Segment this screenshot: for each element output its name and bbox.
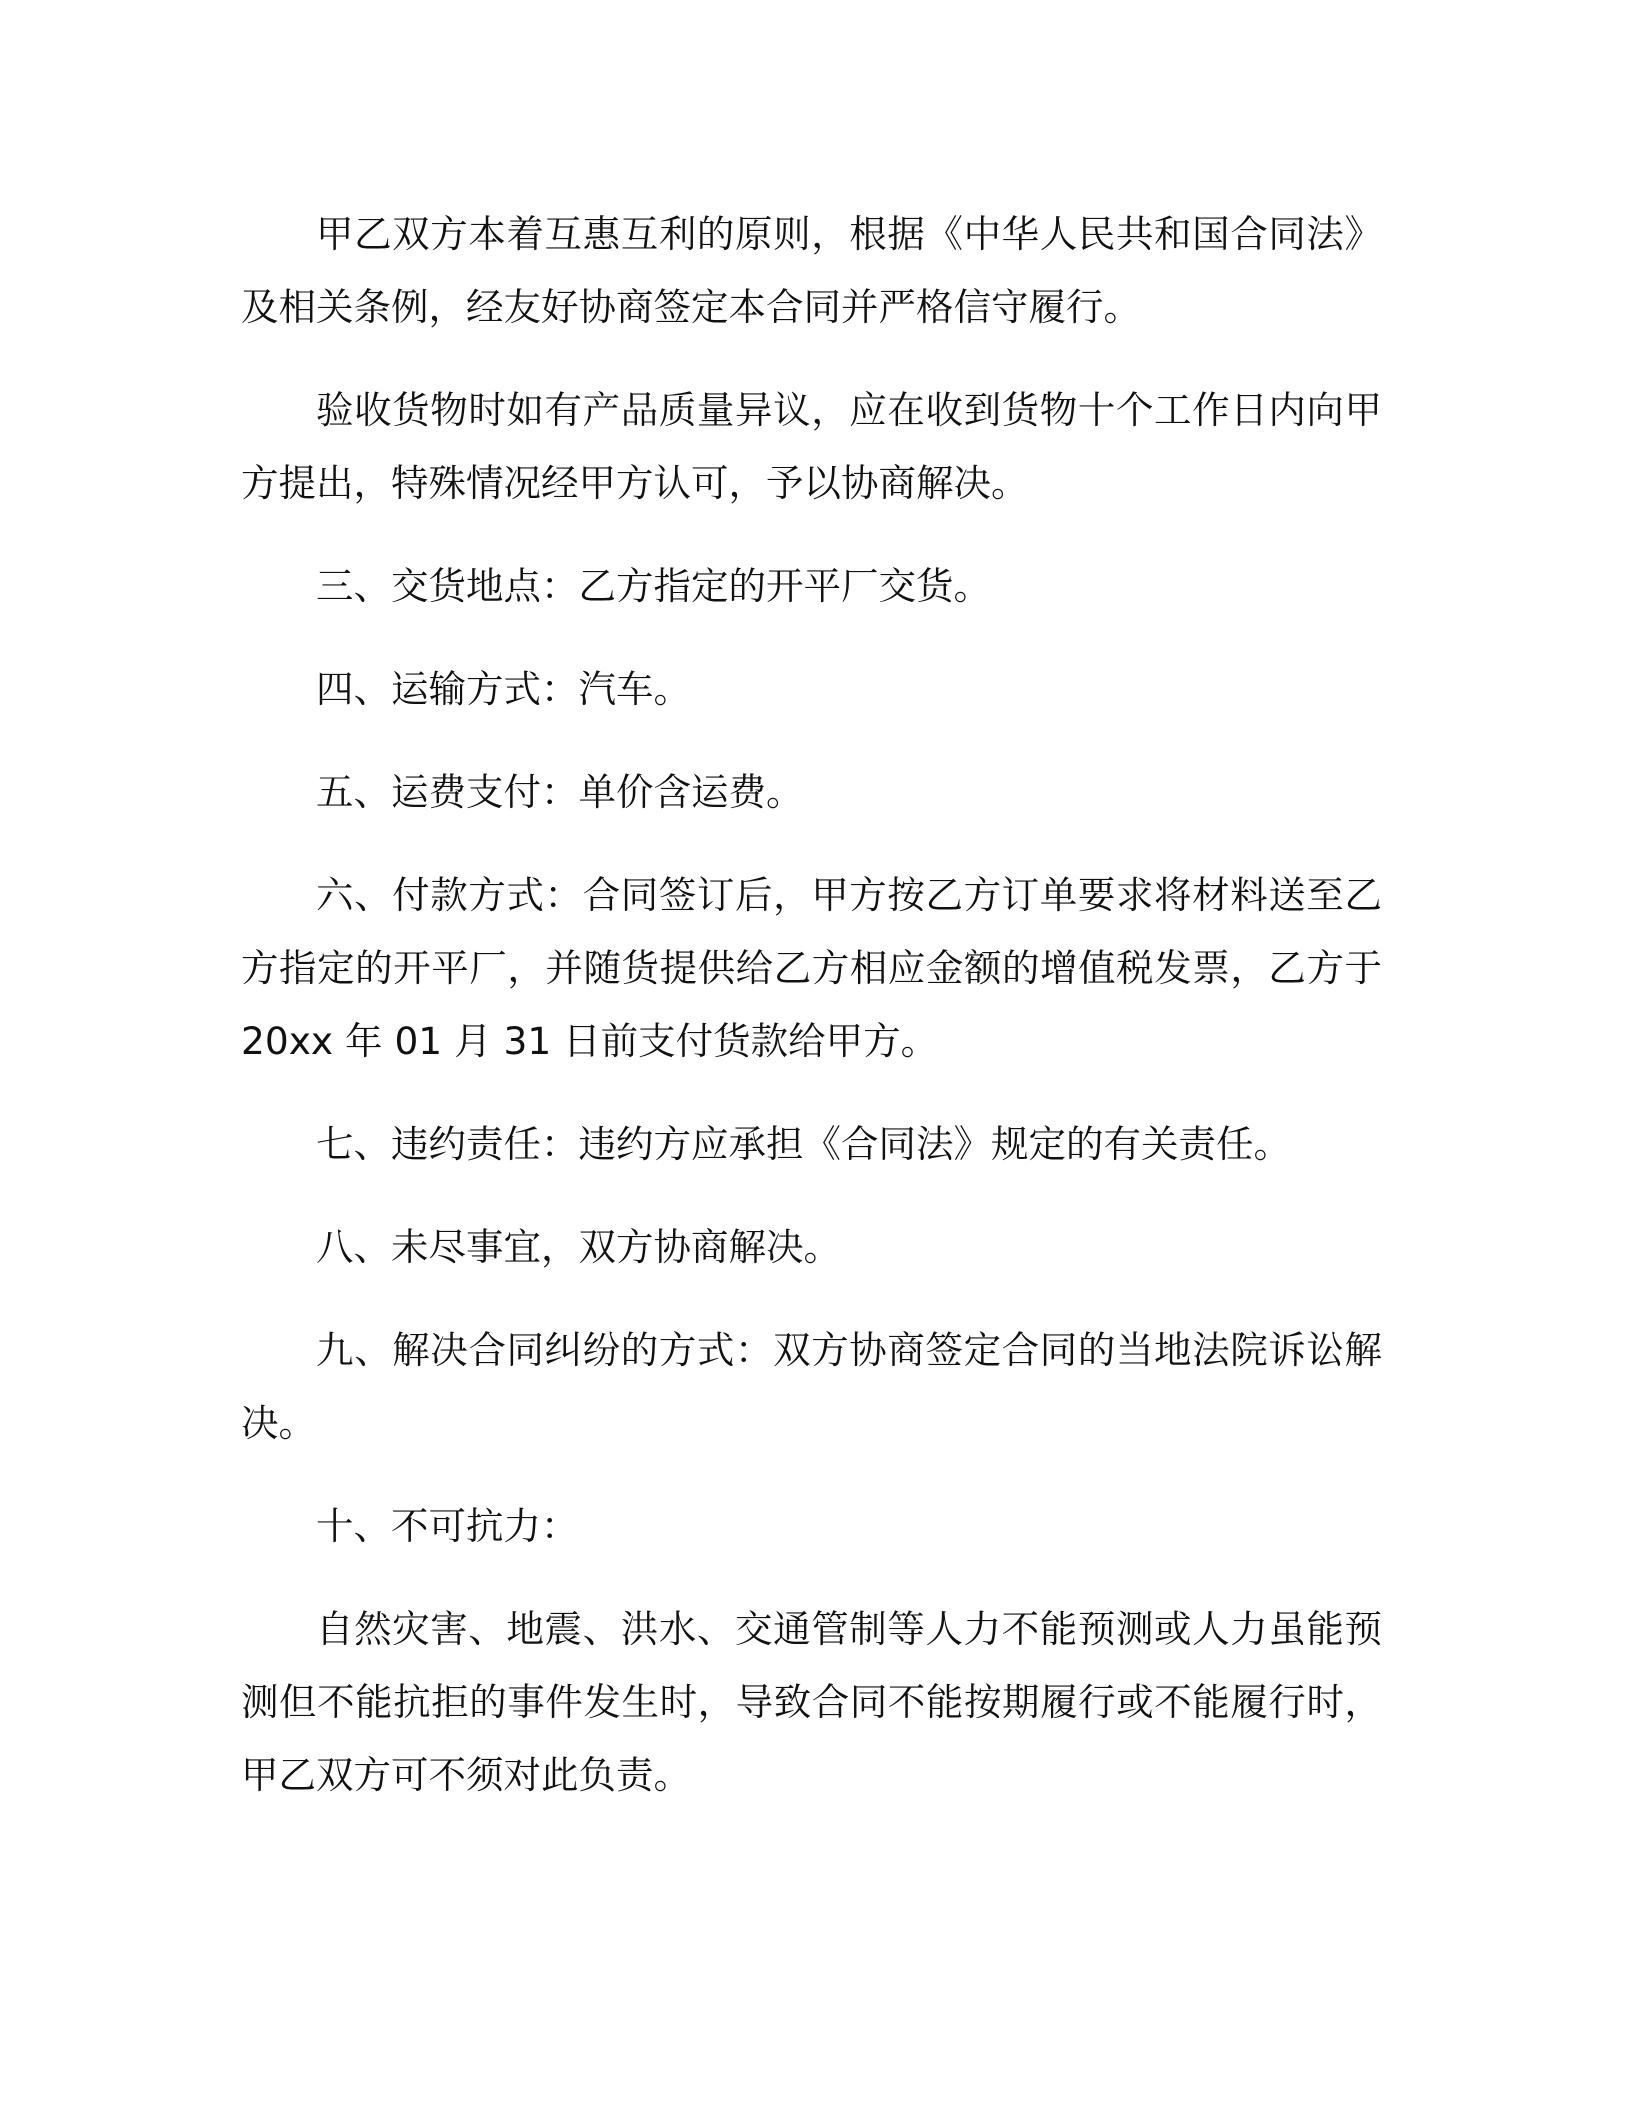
paragraph-force-majeure: 自然灾害、地震、洪水、交通管制等人力不能预测或人力虽能预测但不能抗拒的事件发生时，导致合同不能按期履行或不能履行时，甲乙双方可不须对此负责。	[241, 1607, 1382, 1797]
paragraph-transport: 四、运输方式：汽车。	[316, 667, 691, 711]
paragraph-disputes: 九、解决合同纠纷的方式：双方协商签定合同的当地法院诉讼解决。	[241, 1328, 1382, 1445]
paragraph-principle: 甲乙双方本着互惠互利的原则，根据《中华人民共和国合同法》及相关条例，经友好协商签定本合同并严格信守履行。	[241, 212, 1382, 329]
paragraph-liability: 七、违约责任：违约方应承担《合同法》规定的有关责任。	[316, 1122, 1291, 1166]
paragraph-freight: 五、运费支付：单价含运费。	[316, 770, 804, 814]
paragraph-force-majeure-heading: 十、不可抗力：	[316, 1504, 579, 1548]
paragraph-inspection: 验收货物时如有产品质量异议，应在收到货物十个工作日内向甲方提出，特殊情况经甲方认可，予以协商解决。	[241, 388, 1382, 505]
paragraph-payment: 六、付款方式：合同签订后，甲方按乙方订单要求将材料送至乙方指定的开平厂，并随货提供给乙方相应金额的增值税发票，乙方于 20xx 年 01 月 31 日前支付货款给甲方。	[241, 873, 1394, 1063]
contract-body	[241, 198, 1394, 1812]
paragraph-delivery-location: 三、交货地点：乙方指定的开平厂交货。	[316, 564, 991, 608]
paragraph-unresolved: 八、未尽事宜，双方协商解决。	[316, 1225, 841, 1269]
